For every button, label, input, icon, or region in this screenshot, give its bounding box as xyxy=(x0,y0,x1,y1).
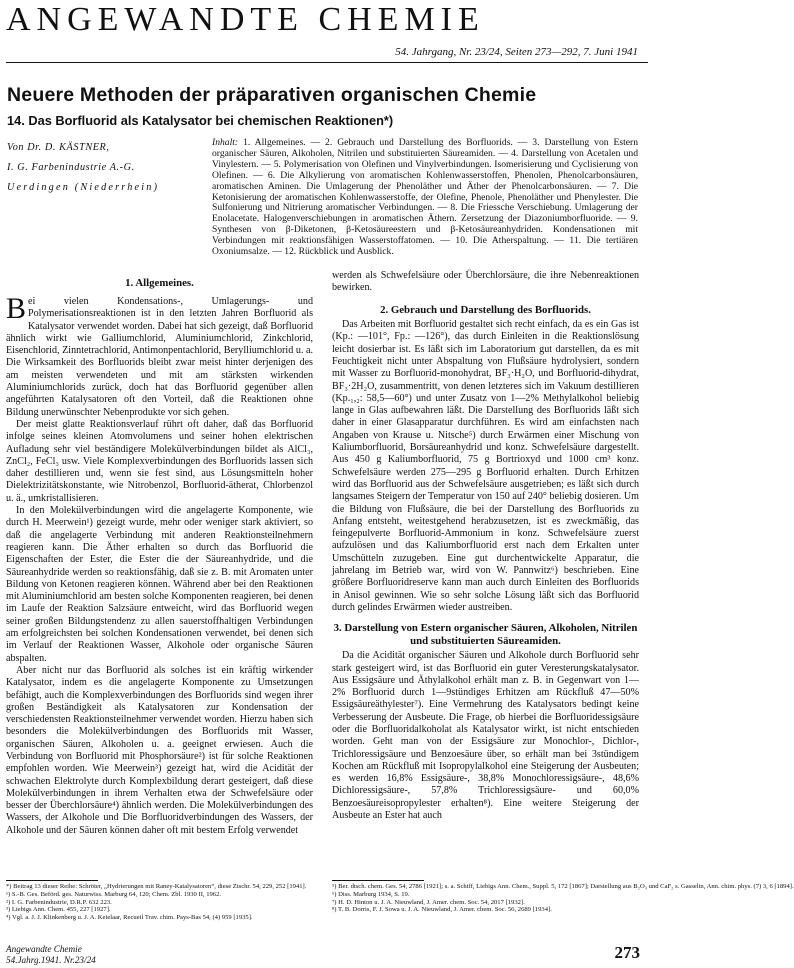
author-company: I. G. Farbenindustrie A.-G. xyxy=(7,162,135,173)
masthead xyxy=(6,1,646,58)
footnote-rule xyxy=(332,880,424,881)
author-location: Uerdingen (Niederrhein) xyxy=(7,182,160,193)
footnote: ⁷) H. D. Hinton u. J. A. Nieuwland, J. Amer. chem. Soc. 54, 2017 [1932]. xyxy=(332,898,525,906)
article-title: Neuere Methoden der präparativen organischen Chemie xyxy=(7,84,537,106)
journal-title: ANGEWANDTE CHEMIE xyxy=(6,1,485,38)
footnote-rule xyxy=(6,880,98,881)
footnote: ⁴) Vgl. a. J. J. Klinkenberg u. J. A. Ketelaar, Recueil Trav. chim. Pays-Bas 54, (4) 959 [1935]. xyxy=(6,914,253,922)
issue-info: 54. Jahrgang, Nr. 23/24, Seiten 273—292, 7. Juni 1941 xyxy=(395,46,638,58)
paragraph: Da die Acidität organischer Säuren und Alkohole durch Borfluorid sehr stark gesteigert wird, ist das Borfluorid ein guter Veresterungskatalysator. Aus Essigsäure und Äthylalkohol erhält man z. B. in Gegenwart von 1—2% Borfluorid durch 1—9stündiges Erhitzen am Rückfluß 47—50% Essigsäureäthylester⁷). Eine Vermehrung des Katalysators bedingt keine Verbesserung der Ausbeute. Die Frage, ob hierbei die Borfluoridessigsäure oder die Borfluoridalkoholat als Katalysator wirkt, ist nicht entschieden worden. Geht man von der Essigsäure zur Monochlor-, Dichlor-, Trichloressigsäure und Benzoesäure über, so erhält man bei 3stündigem Kochen am Rückfluß mit Isopropylalkohol eine Steigerung der Ausbeuten; es werden 16,8% Essigsäure-, 38,8% Monochloressigsäure-, 48,6% Dichloressigsäure-, 57,8% Trichloressigsäure- und 60,0% Benzoesäureisopropylester erhalten⁸). Eine weitere Steigerung der Ausbeute an Ester hat auch xyxy=(332,650,639,822)
paragraph-text: ei vielen Kondensations-, Umlagerungs- und Polymerisationsreaktionen ist in den letzten Jahren Borfluorid als Katalysator verwendet worden. Dabei hat sich gezeigt, daß Borfluorid ähnlich wirkt wie Galliumchlorid, Aluminiumchlorid, Zinkchlorid, Eisenchlorid, Zinntetrachlorid, Antimonpentachlorid, Berylliumchlorid u. a. Die Wirksamkeit des Borfluorids bleibt zwar meist hinter derjenigen des am meisten verwendeten und mit am stärksten wirkenden Aluminiumchlorids zurück, doch hat das Borfluorid gegenüber allen angeführten Katalysatoren oft den Vorteil, daß die Reaktionen ohne Bildung unerwünschter Nebenprodukte vor sich gehen. xyxy=(6,296,313,418)
paragraph: In den Molekülverbindungen wird die angelagerte Komponente, wie durch H. Meerwein¹) gezeigt wurde, mehr oder weniger stark aktiviert, so daß die angelagerte Verbindung mit anderen Reaktionsteilnehmern reagieren kann. Die Äther erhalten so durch das Borfluorid die Eigenschaften der Ester, die Ester die der Säureanhydride, und die Säureanhydride werden so reaktionsfähig, daß sie z. B. mit Aromaten unter Bildung von Ketonen reagieren können. Während aber bei den Reaktionen mit Aluminiumchlorid am besten solche Komponenten reagieren, bei denen im Laufe der Reaktion Salzsäure entweicht, wird das Borfluorid wegen seiner großen Bildungstendenz zu allen sauerstoffhaltigen Verbindungen am erfolgreichsten bei solchen Kondensationen verwendet, bei denen sich im Verlauf der Reaktionen Wasser, Alkohole oder organische Säuren abspalten. xyxy=(6,505,313,664)
paragraph: Aber nicht nur das Borfluorid als solches ist ein kräftig wirkender Katalysator, indem es die angelagerte Komponente zu Umsetzungen befähigt, auch die Komplexverbindungen des Borfluorids sind wegen ihrer großen Beständigkeit als Katalysatoren zur Kondensation der verschiedensten Reaktionsteilnehmer verwendet worden. Hierzu haben sich besonders die Molekülverbindungen des Borfluorids mit Wasser, organischen Säuren, Alkoholen u. a. geeignet erwiesen. Auch die Verbindung von Borfluorid mit Phosphorsäure²) ist für solche Reaktionen empfohlen worden. Wie Meerwein³) gezeigt hat, wird die Acidität der schwachen Elektrolyte durch Komplexbildung derart gesteigert, daß diese Molekülverbindungen in ihrem Verhalten etwa der Schwefelsäure oder besser der Überchlorsäure⁴) ähnlich werden. Die Molekülverbindungen des Wassers, der Alkohole und Die Borfluoridverbindungen des Wassers, der Alkohole und der Säuren können daher oft mit bestem Erfolg verwendet xyxy=(6,664,313,836)
footnote: ⁶) Diss. Marburg 1934, S. 19. xyxy=(332,890,410,898)
paragraph: Das Arbeiten mit Borfluorid gestaltet sich recht einfach, da es ein Gas ist (Kp.: —101°, Fp.: —126°), das durch Einleiten in die Reaktionslösung leicht dosierbar ist. Es läßt sich im Laboratorium gut darstellen, da es mit Feuchtigkeit nicht unter Abspaltung von Flußsäure hydrolysiert, sondern mit Wasser zu Borfluorid-monohydrat, BF₃·H₂O, und Borfluorid-dihydrat, BF₃·2H₂O, zusammentritt, von denen letzteres sich im Vakuum destillieren (Kp.₁,₂: 58,5—60°) und unter Zusatz von 1—2% Methylalkohol beliebig lange in Glas aufbewahren läßt. Die Darstellung des Borfluorids läßt sich daher in einer Glasapparatur durchführen. Es wird am einfachsten nach Angaben von Krause u. Nitsche⁵) durch Erwärmen einer Mischung von Kaliumborfluorid, Borsäureanhydrid und konz. Schwefelsäure dargestellt. Aus 450 g Kaliumborfluorid, 75 g Bortrioxyd und 1000 cm³ konz. Schwefelsäure werden 275—295 g Borfluorid erhalten. Durch Erhitzen wird das Borfluorid aus der Schwefelsäure ausgetrieben; es läßt sich durch langsames Steigern der Temperatur von 150 auf 240° beliebig dosieren. Um die Bildung von Flußsäure, die bei der Darstellung des Borfluorids zu Anfang entsteht, weitestgehend herabzusetzen, ist es zweckmäßig, das feingepulverte Borfluorid-Ammonium in konz. Schwefelsäure zuerst aufzulösen und das Kaliumborfluorid erst nach dem Erkalten unter Umschütteln zuzugeben. Eine gut durchentwickelte Apparatur, die jahrelang im Betrieb war, wird von W. Pannwitz⁶) beschrieben. Eine größere Borfluoridreserve kann man auch durch Einleiten des Borfluorids in Anisol gewinnen. Wie so sehr solche Lösung läßt sich das Borfluorid durch gelindes Erwärmen wieder austreiben. xyxy=(332,319,639,613)
left-column xyxy=(6,292,313,837)
footnote: ⁵) Ber. dtsch. chem. Ges. 54, 2786 [1921]; s. a. Schiff, Liebigs Ann. Chem., Suppl. 5, 172 [1867]; Darstellung aus B₂O₃ und CaF₂ s. Gasselin, Ann. chim. phys. (7) 3, 6 [1894]. xyxy=(332,883,794,890)
footnote: ⁸) T. B. Dorris, F. J. Sowa u. J. A. Nieuwland, J. Amer. chem. Soc. 56, 2689 [1934]. xyxy=(332,906,552,914)
table-of-contents xyxy=(212,138,638,258)
contents-text: 1. Allgemeines. — 2. Gebrauch und Darstellung des Borfluorids. — 3. Darstellung von Estern organischer Säuren, Alkoholen, Nitrilen und substituierten Säureamiden. — 4. Darstellung von Acetalen und Vinylestern. — 5. Polymerisation von Olefinen und Vinylverbindungen. Isomerisierung und Cyclisierung von Olefinen. — 6. Die Alkylierung von aromatischen Kohlenwasserstoffen, Phenolen, Phenolcarbonsäuren, aromatischen Aminen. Die Umlagerung der Phenoläther und Äther der Phenolcarbonsäuren. — 7. Die Ketonisierung der aromatischen Kohlenwasserstoffe, der Olefine, Phenole, Phenoläther und Phenylester. Die Sulfonierung und Nitrierung aromatischer Verbindungen. — 8. Die Friessche Verschiebung. Umlagerung der Enolacetate. Halogenverschiebungen in aromatischen Äthern. Zersetzung der Diazoniumborfluoride. — 9. Synthesen von β-Diketonen, β-Ketosäureestern und β-Ketosäureanhydriden. Kondensationen mit Verbindungen mit reaktionsfähigen Wasserstoffatomen. — 10. Die Atherspaltung. — 11. Die tertiären Oxoniumsalze. — 12. Rückblick und Ausblick. xyxy=(212,137,638,258)
contents-label: Inhalt: xyxy=(212,137,239,148)
footer-journal: Angewandte Chemie xyxy=(6,944,82,954)
page-footer xyxy=(6,944,96,965)
right-column xyxy=(332,270,639,822)
article-subtitle: 14. Das Borfluorid als Katalysator bei chemischen Reaktionen*) xyxy=(7,113,394,128)
author-name: Von Dr. D. KÄSTNER, xyxy=(7,142,110,153)
section-heading-3: 3. Darstellung von Estern organischer Säuren, Alkoholen, Nitrilen und substituierten Säureamiden. xyxy=(333,622,638,647)
footnote: ¹) S.-B. Ges. Beförd. ges. Naturwiss. Marburg 64, 120; Chem. Zbl. 1930 II, 1962. xyxy=(6,890,222,898)
author-byline xyxy=(7,138,207,198)
footer-issue: 54.Jahrg.1941. Nr.23/24 xyxy=(6,954,96,965)
footnote: *) Beitrag 13 dieser Reihe: Schröter, „Hydrierungen mit Raney-Katalysatoren“, diese Ztschr. 54, 229, 252 [1941]. xyxy=(6,883,307,890)
paragraph: werden als Schwefelsäure oder Überchlorsäure, die ihre Nebenreaktionen bewirken. xyxy=(332,270,639,294)
section-heading-1: 1. Allgemeines. xyxy=(125,277,194,289)
page-number: 273 xyxy=(614,943,640,962)
footnotes-left xyxy=(6,880,313,922)
footnote: ²) I. G. Farbenindustrie, D.R.P. 632 223. xyxy=(6,898,112,906)
masthead-rule xyxy=(6,62,648,63)
paragraph xyxy=(6,292,313,419)
footnote: ³) Liebigs Ann. Chem. 455, 227 [1927]. xyxy=(6,906,111,914)
drop-cap: B xyxy=(6,292,27,325)
footnotes-right xyxy=(332,880,794,914)
section-heading-2: 2. Gebrauch und Darstellung des Borfluorids. xyxy=(380,303,591,316)
paragraph: Der meist glatte Reaktionsverlauf rührt oft daher, daß das Borfluorid infolge seines kleinen Atomvolumens und seiner hohen elektrischen Aufladung sehr viel beständigere Molekülverbindungen bildet als AlCl₃, ZnCl₂, FeCl₃ usw. Viele Komplexverbindungen des Borfluorids lassen sich daher destillieren und, wenn sie fest sind, aus Lösungsmitteln hoher Dielektrizitätskonstante, wie Nitrobenzol, Borfluorid-ätherat, Chlorbenzol u. ä., umkristallisieren. xyxy=(6,418,313,504)
